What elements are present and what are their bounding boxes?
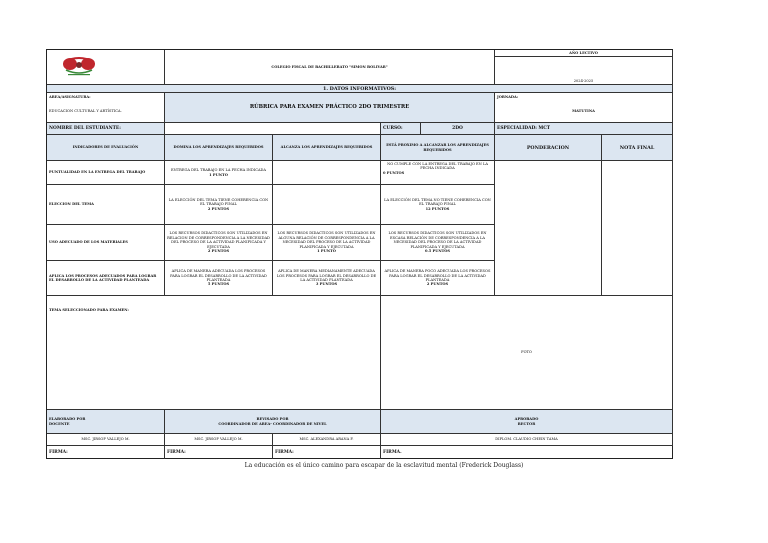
signature-coord-level[interactable]: FIRMA:: [273, 446, 381, 459]
jornada-value: MATUTINA: [495, 101, 673, 123]
reaches-3-points: 1 PUNTO: [317, 249, 336, 254]
jornada-label: JORNADA:: [495, 93, 673, 101]
signature-teacher[interactable]: FIRMA:: [47, 446, 165, 459]
approved-role: RECTOR: [517, 421, 536, 426]
course-label: CURSO:: [381, 123, 421, 135]
approved-label: APROBADO: [514, 417, 539, 422]
school-logo-icon: [56, 52, 102, 80]
rubric-sheet: [46, 49, 673, 459]
reaches-4: [273, 261, 381, 296]
near-3-text: LOS RECURSOS DIDACTICOS SON UTILIZADOS EN ESCASA RELACIÓN DE CORRESPONDENCIA A LA NECESIDAD DEL PROCESO DE LA ACTIVIDAD PLANIFICADA Y EJECUTADA: [388, 231, 487, 249]
student-name-field[interactable]: [165, 123, 381, 135]
near-1-text: NO CUMPLE CON LA ENTREGA DEL TRABAJO EN LA FECHA INDICADA: [387, 162, 488, 171]
masters-1-points: 1 PUNTO: [209, 172, 228, 177]
header-near: ESTÁ PROXIMO A ALCANZAR LOS APRENDIZAJES REQUERIDOS: [381, 135, 495, 161]
prepared-label: ELABORADO POR: [49, 417, 86, 422]
header-final: NOTA FINAL: [602, 135, 673, 161]
school-name: COLEGIO FISCAL DE BACHILLERATO "SIMON BOLIVAR": [165, 50, 495, 85]
near-3-points: 0.5 PUNTOS: [424, 249, 451, 254]
indicator-2: ELECCION DEL TEMA: [47, 185, 165, 225]
coord-area-name: MSC. JIRSOP VALLEJO M.: [165, 434, 273, 446]
header-masters: DOMINA LOS APRENDIZAJES REQUERIDOS: [165, 135, 273, 161]
photo-area: FOTO: [381, 296, 673, 410]
rubric-title: RÚBRICA PARA EXAMEN PRÁCTICO 2DO TRIMESTRE: [165, 93, 495, 123]
masters-4-points: 5 PUNTOS: [207, 282, 230, 287]
masters-2-text: LA ELECCIÓN DEL TEMA TIENE COHERENCIA CON EL TRABAJO FINAL: [168, 197, 269, 207]
indicator-3: USO ADECUADO DE LOS MATERIALES: [47, 225, 165, 261]
rector-name: DIPLOM. CLAUDIO CHEIN TAMA: [381, 434, 673, 446]
reaches-2: [273, 185, 381, 225]
footer-quote: La educación es el único camino para escapar de la esclavitud mental (Frederick Douglass): [244, 462, 524, 469]
header-indicators: INDICADORES DE EVALUACIÓN: [47, 135, 165, 161]
coord-level-name: MSC. ALEXANDRA ARANA F.: [273, 434, 381, 446]
reaches-4-text: APLICA DE MANERA MEDIANAMENTE ADECUADA LOS PROCESOS PARA LOGRAR EL DESARROLLO DE LA ACTIVIDAD PLANTEADA: [276, 269, 377, 282]
reaches-4-points: 3 PUNTOS: [315, 282, 338, 287]
header-reaches: ALCANZA LOS APRENDIZAJES REQUERIDOS: [273, 135, 381, 161]
masters-3-text: LOS RECURSOS DIDACTICOS SON UTILIZADOS EN RELACION DE CORRESPONDENCIA A LA NECESIDAD DEL PROCESO DE LA ACTIVIDAD PLANIFICADA Y EJECUTADA: [167, 231, 270, 249]
masters-3-points: 2 PUNTOS: [207, 249, 230, 254]
specialty-label: ESPECIALIDAD: MCT: [495, 123, 673, 135]
prepared-role: DOCENTE: [49, 421, 70, 426]
student-label: NOMBRE DEL ESTUDIANTE:: [47, 123, 165, 135]
year-value: 2024-2025: [495, 57, 673, 85]
near-1: [381, 161, 495, 185]
reaches-1: [273, 161, 381, 185]
theme-label: TEMA SELECCIONADO PARA EXAMEN:: [47, 296, 381, 410]
masters-2: [165, 185, 273, 225]
final-grade-cell[interactable]: [602, 161, 673, 296]
masters-2-points: 2 PUNTOS: [207, 206, 230, 211]
signature-coord-area[interactable]: FIRMA:: [165, 446, 273, 459]
area-label: AREA/ASIGNATURA:: [47, 93, 165, 101]
reviewed-label: REVISADO POR: [256, 417, 289, 422]
masters-3: [165, 225, 273, 261]
indicator-1: PUNTUALIDAD EN LA ENTREGA DEL TRABAJO: [47, 161, 165, 185]
header-weighting: PONDERACION: [495, 135, 602, 161]
masters-4-text: APLICA DE MANERA ADECUADA LOS PROCESOS PARA LOGRAR EL DESARROLLO DE LA ACTIVIDAD PLANTEADA: [170, 269, 267, 282]
near-3: [381, 225, 495, 261]
indicator-4: APLICA LOS PROCESOS ADECUADOS PARA LOGRAR EL DESARROLLO DE LA ACTIVIDAD PLANTEADA: [47, 261, 165, 296]
near-2-text: LA ELECCIÓN DEL TEMA NO TIENE COHERENCIA CON EL TRABAJO FINAL: [384, 197, 491, 207]
masters-1-text: ENTREGA DEL TRABAJO EN LA FECHA INDICADA: [170, 168, 267, 173]
near-1-points: 0 PUNTOS: [383, 170, 405, 175]
near-2-points: 12 PUNTOS: [425, 206, 450, 211]
area-value: EDUCACION CULTURAL Y ARTÍSTICA.: [47, 101, 165, 123]
near-4: [381, 261, 495, 296]
teacher-name: MSC. JIRSOP VALLEJO M.: [47, 434, 165, 446]
near-4-points: 2 PUNTOS: [426, 282, 449, 287]
signature-rector[interactable]: FIRMA.: [383, 449, 402, 455]
masters-1: [165, 161, 273, 185]
reviewed-roles: COORDINADOR DE AREA- COORDINADOR DE NIVEL: [218, 421, 327, 426]
reviewed-by: [165, 410, 381, 434]
section-title: 1. DATOS INFORMATIVOS:: [47, 85, 673, 93]
weighting-cell[interactable]: [495, 161, 602, 296]
reaches-3: [273, 225, 381, 261]
prepared-by: [47, 410, 165, 434]
year-label: AÑO LECTIVO: [495, 50, 673, 57]
masters-4: [165, 261, 273, 296]
course-value: 2DO: [421, 123, 495, 135]
approved-by: [381, 410, 673, 434]
near-2: [381, 185, 495, 225]
reaches-3-text: LOS RECURSOS DIDACTICOS SON UTILIZADOS EN ALGUNA RELACIÓN DE CORRESPONDENCIA A LA NECESIDAD DEL PROCESO DE LA ACTIVIDAD PLANIFICADA Y EJECUTADA: [277, 231, 376, 249]
near-4-text: APLICA DE MANERA POCO ADECUADA LOS PROCESOS PARA LOGRAR EL DESARROLLO DE LA ACTIVIDAD PLANTEADA: [384, 269, 491, 282]
